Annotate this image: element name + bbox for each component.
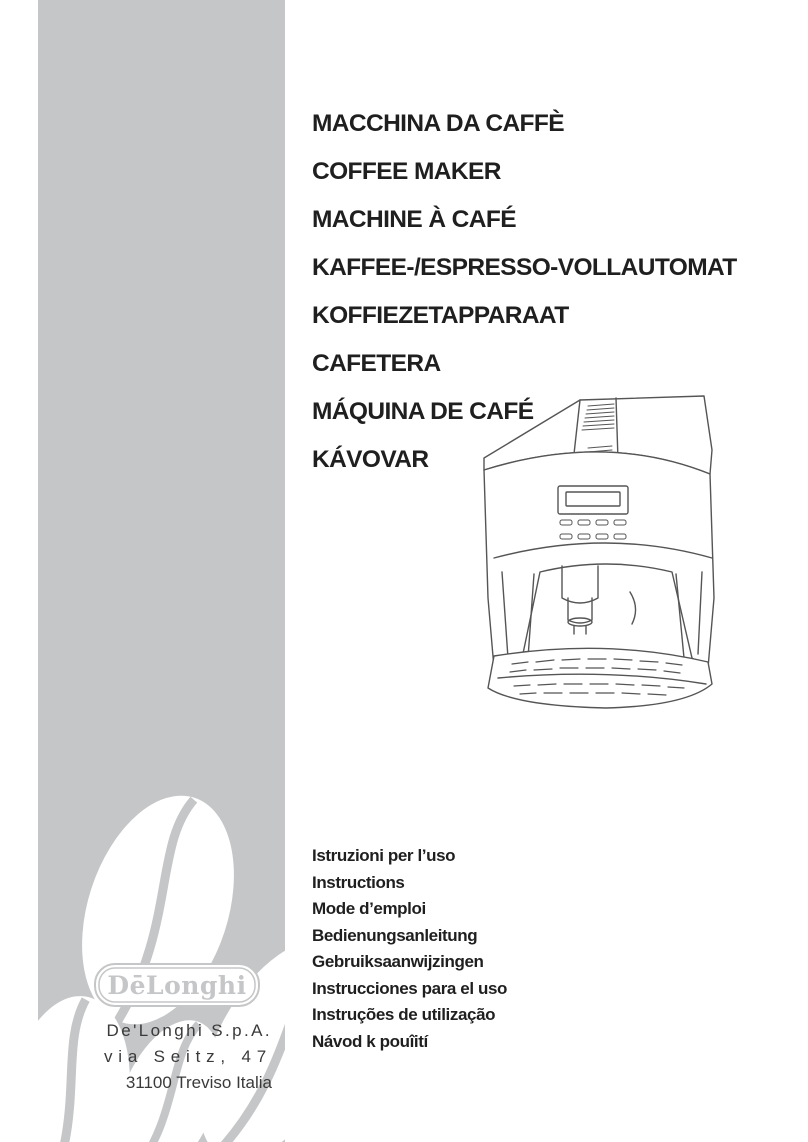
instructions-label-nl: Gebruiksaanwijzingen xyxy=(312,952,484,971)
product-title-pt: MÁQUINA DE CAFÉ xyxy=(312,398,534,425)
instructions-label-es: Instrucciones para el uso xyxy=(312,978,508,998)
address-line-street: via Seitz, 47 xyxy=(103,1047,272,1066)
product-title-it: MACCHINA DA CAFFÈ xyxy=(312,110,565,137)
product-title-nl: KOFFIEZETAPPARAAT xyxy=(312,302,569,329)
instructions-label-en: Instructions xyxy=(312,872,405,892)
product-title-cz: KÁVOVAR xyxy=(312,446,429,473)
instructions-label-it: Istruzioni per l’uso xyxy=(312,846,456,865)
instructions-label-pt: Instruções de utilização xyxy=(312,1005,496,1024)
instructions-label-de: Bedienungsanleitung xyxy=(312,925,478,945)
address-line-city: 31100 Treviso Italia xyxy=(125,1073,272,1092)
instructions-label-cz: Návod k pouîití xyxy=(312,1031,428,1051)
product-title-en: COFFEE MAKER xyxy=(312,158,501,185)
delonghi-logo xyxy=(94,963,260,1007)
product-title-es: CAFETERA xyxy=(312,350,441,377)
product-title-fr: MACHINE À CAFÉ xyxy=(312,206,516,233)
product-title-de: KAFFEE-/ESPRESSO-VOLLAUTOMAT xyxy=(312,254,737,281)
instructions-label-fr: Mode d’emploi xyxy=(312,899,426,918)
company-address xyxy=(40,1018,272,1096)
logo-text: DēLonghi xyxy=(107,970,247,1000)
coffee-machine-icon xyxy=(476,388,722,714)
instructions-language-list xyxy=(312,843,507,1055)
address-line-company: De'Longhi S.p.A. xyxy=(106,1021,272,1040)
